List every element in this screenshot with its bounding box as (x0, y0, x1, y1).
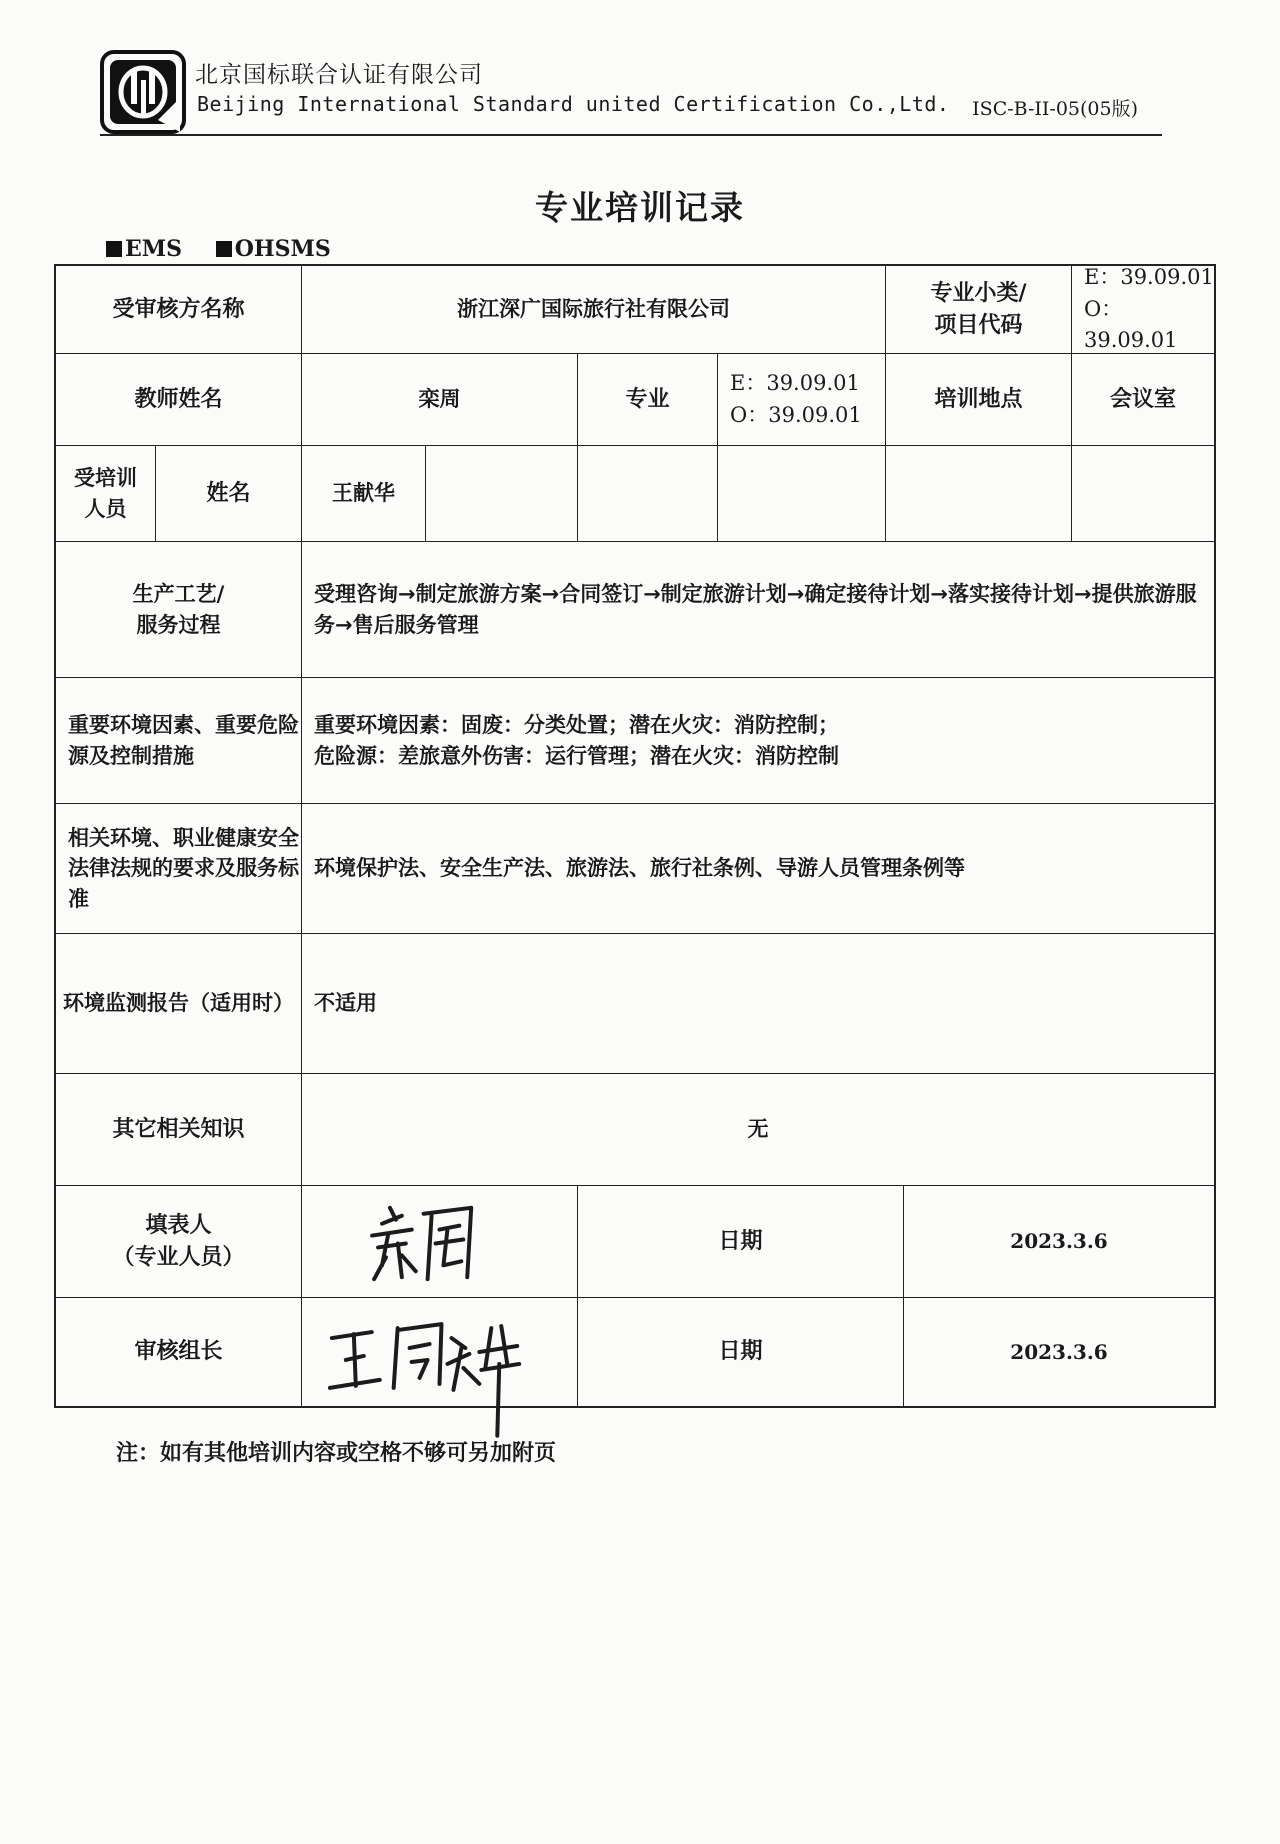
document-code: ISC-B-II-05(05版) (972, 98, 1138, 120)
teacher-label: 教师姓名 (56, 354, 302, 446)
training-record-form (54, 264, 1216, 1408)
company-logo-icon (100, 50, 186, 134)
filler-label: 填表人 （专业人员） (56, 1186, 302, 1298)
major-label: 专业 (578, 354, 718, 446)
other-knowledge-value: 无 (302, 1074, 1214, 1186)
monitoring-value: 不适用 (302, 934, 1214, 1074)
handwritten-signature-icon (302, 1298, 577, 1406)
leader-date-label: 日期 (578, 1298, 904, 1406)
filler-date: 2023.3.6 (904, 1186, 1214, 1298)
major-codes: E：39.09.01 O：39.09.01 (718, 354, 886, 446)
trainee-empty-cell (886, 446, 1072, 542)
process-label: 生产工艺/ 服务过程 (56, 542, 302, 678)
trainee-name: 王献华 (302, 446, 426, 542)
location-value: 会议室 (1072, 354, 1214, 446)
laws-value: 环境保护法、安全生产法、旅游法、旅行社条例、导游人员管理条例等 (302, 804, 1214, 934)
filler-signature (302, 1186, 578, 1298)
trainee-label: 受培训 人员 (56, 446, 156, 542)
trainee-empty-cell (718, 446, 886, 542)
footnote: 注：如有其他培训内容或空格不够可另加附页 (116, 1441, 557, 1466)
hazards-label: 重要环境因素、重要危险源及控制措施 (56, 678, 302, 804)
leader-signature (302, 1298, 578, 1406)
filler-date-label: 日期 (578, 1186, 904, 1298)
system-ohsms: OHSMS (216, 236, 331, 262)
laws-label: 相关环境、职业健康安全法律法规的要求及服务标准 (56, 804, 302, 934)
auditee-value: 浙江深广国际旅行社有限公司 (302, 266, 886, 354)
page-title: 专业培训记录 (535, 188, 745, 227)
company-name-en: Beijing International Standard united Certification Co.,Ltd. (197, 92, 950, 116)
company-name-cn: 北京国标联合认证有限公司 (195, 62, 483, 88)
teacher-name: 栾周 (302, 354, 578, 446)
monitoring-label: 环境监测报告（适用时） (56, 934, 302, 1074)
handwritten-signature-icon (302, 1186, 577, 1297)
category-codes: E：39.09.01 O：39.09.01 (1072, 266, 1214, 354)
checkbox-filled-icon (106, 241, 122, 257)
trainee-empty-cell (426, 446, 578, 542)
management-systems (106, 236, 331, 262)
trainee-empty-cell (1072, 446, 1214, 542)
system-ems: EMS (106, 236, 182, 262)
category-label: 专业小类/ 项目代码 (886, 266, 1072, 354)
trainee-empty-cell (578, 446, 718, 542)
location-label: 培训地点 (886, 354, 1072, 446)
other-knowledge-label: 其它相关知识 (56, 1074, 302, 1186)
process-value: 受理咨询→制定旅游方案→合同签订→制定旅游计划→确定接待计划→落实接待计划→提供旅游服务→售后服务管理 (302, 542, 1214, 678)
leader-date: 2023.3.6 (1010, 1339, 1108, 1364)
name-label: 姓名 (156, 446, 302, 542)
auditee-label: 受审核方名称 (56, 266, 302, 354)
letterhead (100, 48, 1162, 136)
leader-label: 审核组长 (56, 1298, 302, 1406)
checkbox-filled-icon (216, 241, 232, 257)
hazards-value: 重要环境因素：固废：分类处置；潜在火灾：消防控制； 危险源：差旅意外伤害：运行管理；潜在火灾：消防控制 (302, 678, 1214, 804)
